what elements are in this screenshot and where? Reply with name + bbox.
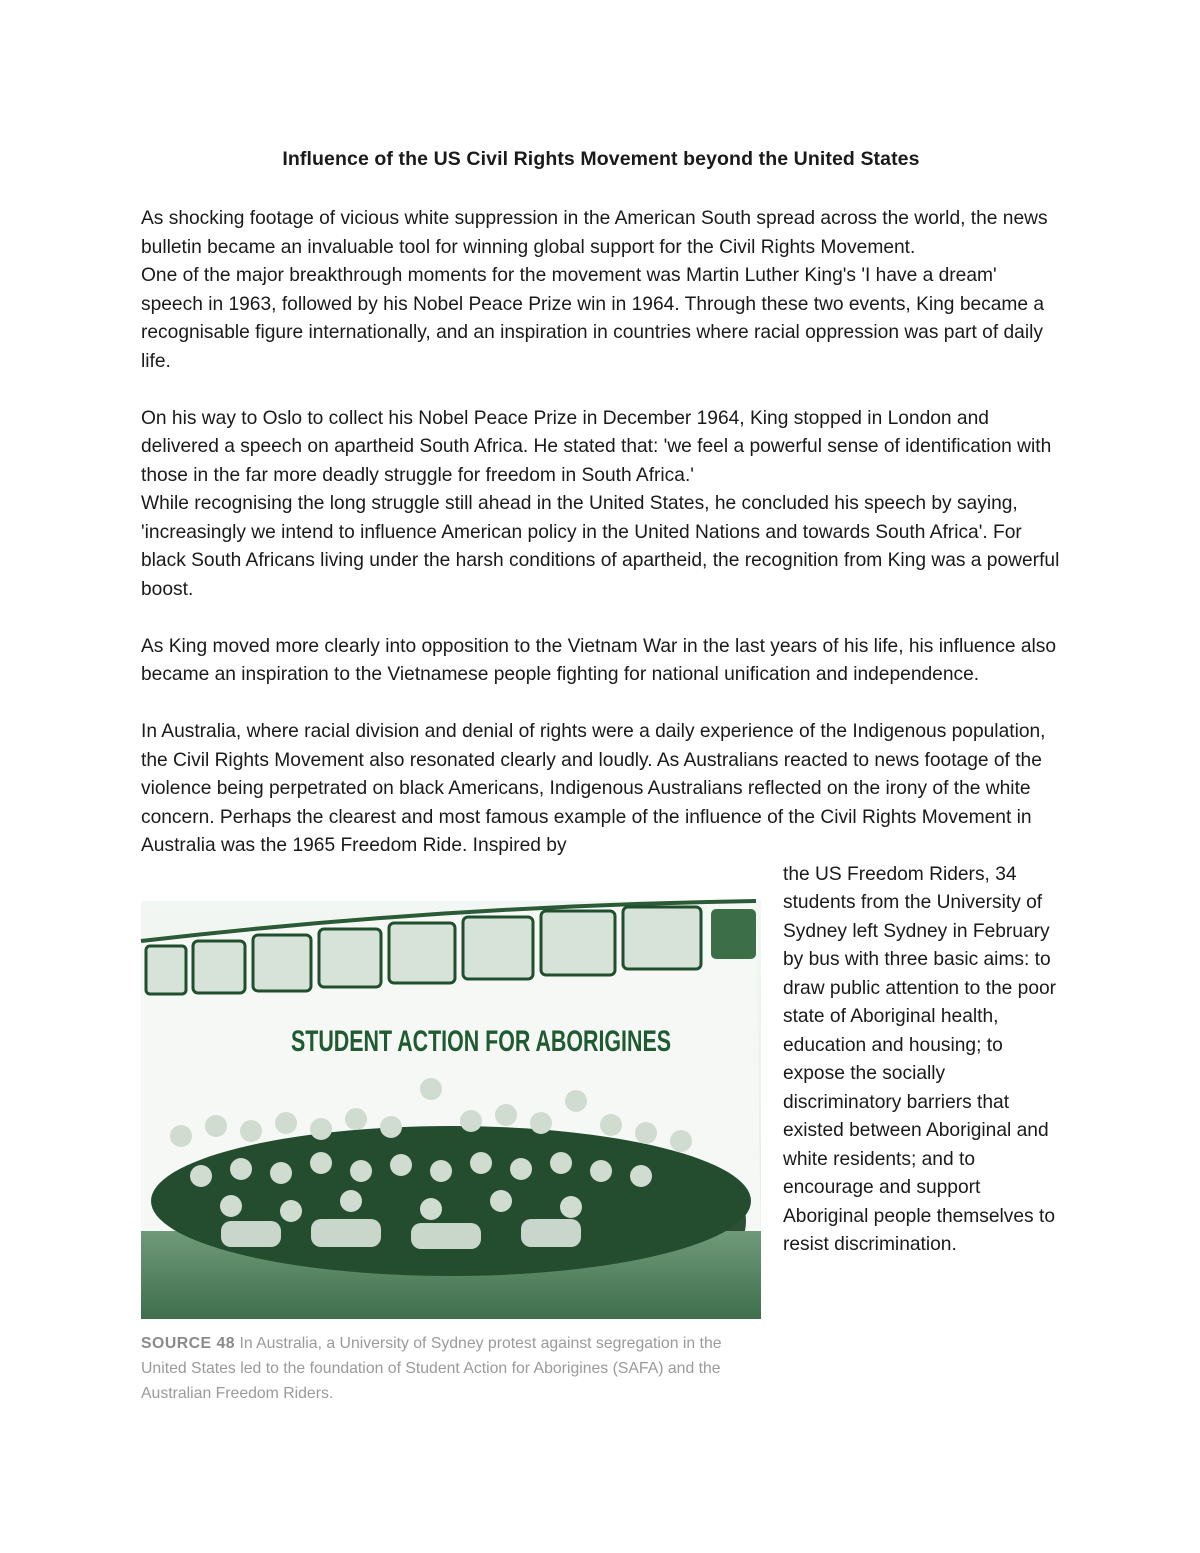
paragraph: As shocking footage of vicious white suppression in the American South spread across the world, the news bulletin became an invaluable tool for winning global support for the Civil Rights Movement. [141,208,1048,258]
bus-protest-photo [141,901,761,1319]
document-page [141,140,1061,1421]
paragraph: On his way to Oslo to collect his Nobel Peace Prize in December 1964, King stopped in London and delivered a speech on apartheid South Africa. He stated that: 'we feel a powerful sense of identification with those in the far more deadly struggle for freedom in South Africa.' [141,407,1052,486]
paragraph: As King moved more clearly into opposition to the Vietnam War in the last years of his life, his influence also became an inspiration to the Vietnamese people fighting for national unification and independence. [141,635,1057,685]
bus-banner-text: STUDENT ACTION FOR ABORIGINES [291,1024,671,1058]
figure [141,901,761,1406]
paragraph: One of the major breakthrough moments for the movement was Martin Luther King's 'I have a dream' speech in 1963, followed by his Nobel Peace Prize win in 1964. Through these two events, King became a recognisable figure internationally, and an inspiration in countries where racial oppression was part of daily life. [141,265,1045,372]
paragraph: While recognising the long struggle still ahead in the United States, he concluded his speech by saying, 'increasingly we intend to influence American policy in the United Nations and towards South Africa'. For black South Africans living under the harsh conditions of apartheid, the recognition from King was a powerful boost. [141,493,1060,600]
page-title: Influence of the US Civil Rights Movement beyond the United States [282,148,920,170]
paragraph: In Australia, where racial division and denial of rights were a daily experience of the Indigenous population, the Civil Rights Movement also resonated clearly and loudly. As Australians reacted to news footage of the violence being perpetrated on black Americans, Indigenous Australians reflected on the irony of the white concern. Perhaps the clearest and most famous example of the influence of the Civil Rights Movement in Australia was the 1965 Freedom Ride. Inspired by [141,721,1046,856]
paragraph-continued: the US Freedom Riders, 34 students from the University of Sydney left Sydney in February by bus with three basic aims: to draw public attention to the poor state of Aboriginal health, education and housing; to expose the socially discriminatory barriers that existed between Aboriginal and white residents; and to encourage and support Aboriginal people themselves to resist discrimination. [783,863,1057,1255]
caption-source-label: SOURCE 48 [141,1334,236,1352]
figure-caption [141,1331,741,1406]
photo-and-text-section [141,861,1061,1421]
caption-text: In Australia, a University of Sydney protest against segregation in the United States led to the foundation of Student Action for Aborigines (SAFA) and the Australian Freedom Riders. [141,1334,722,1402]
